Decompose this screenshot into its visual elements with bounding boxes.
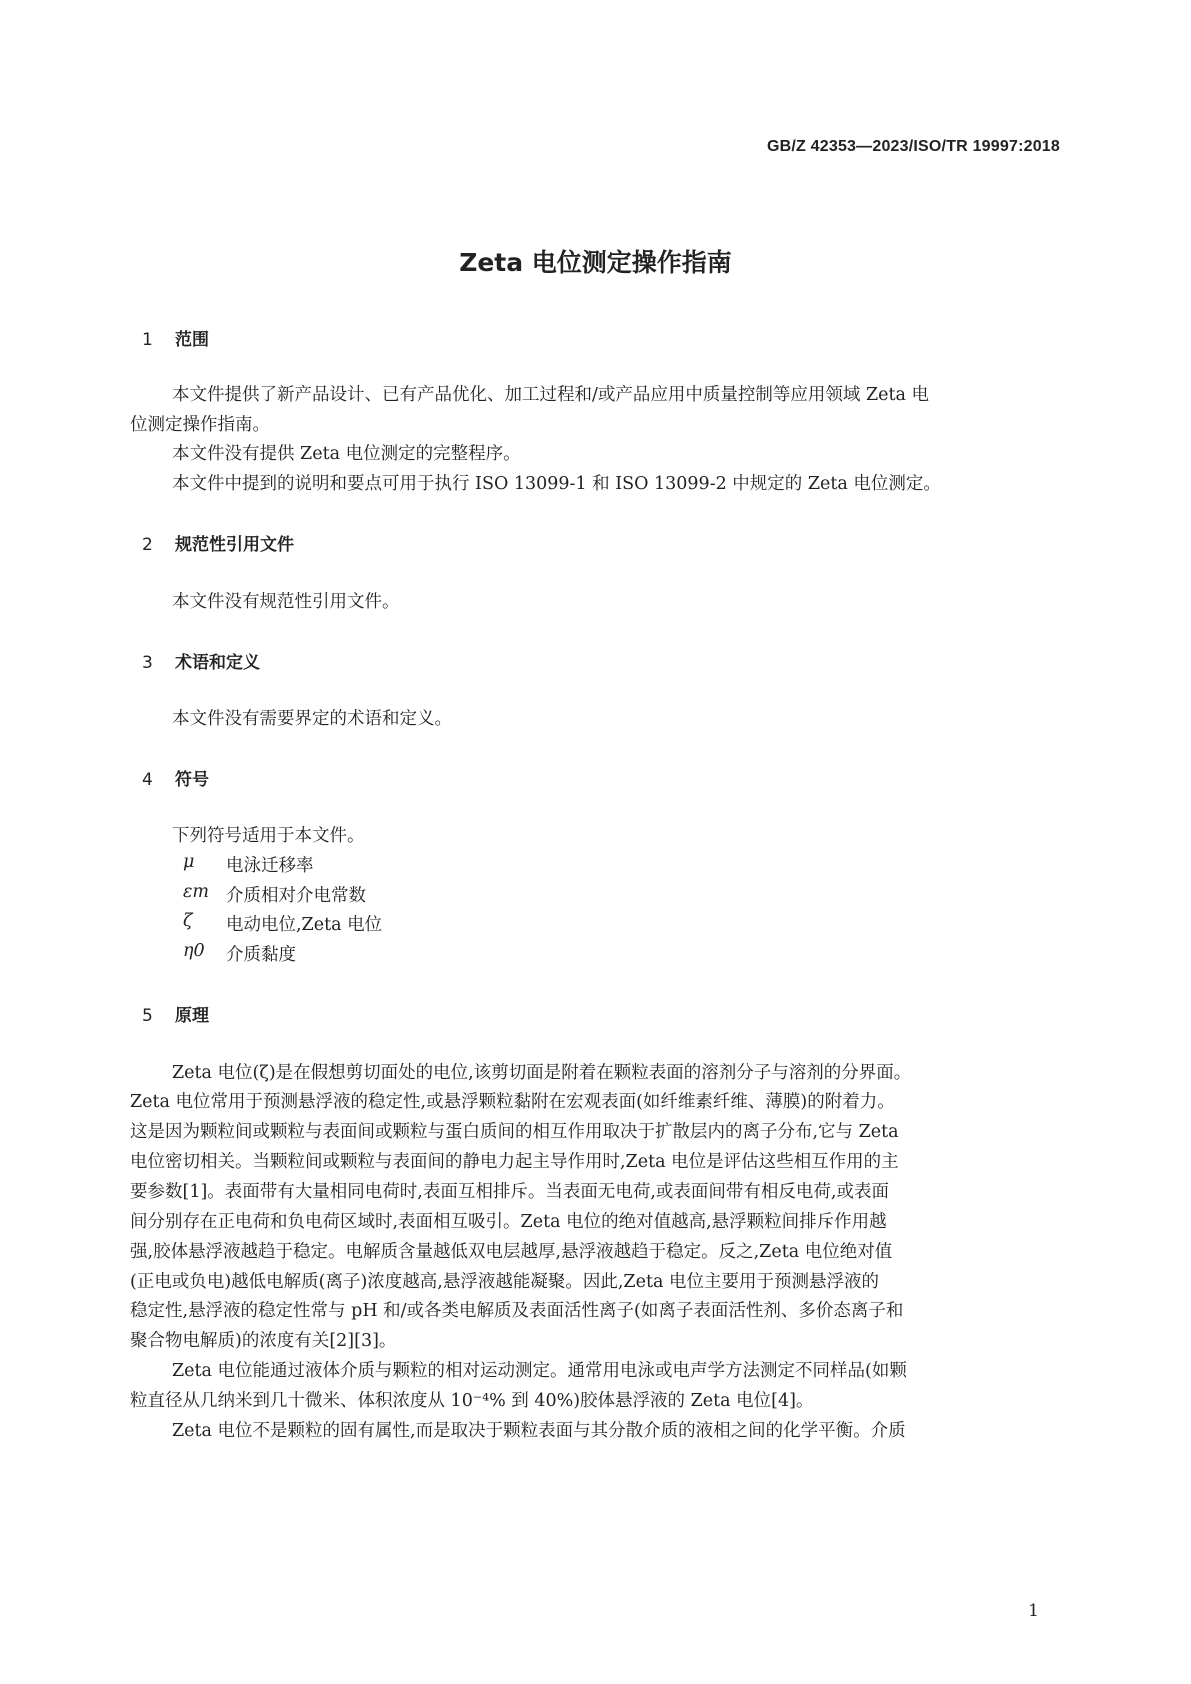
section-heading-normative xyxy=(142,530,294,555)
paragraph-line: 粒直径从几纳米到几十微米、体积浓度从 10⁻⁴% 到 40%)胶体悬浮液的 Zeta 电位[4]。 xyxy=(130,1391,814,1411)
paragraph-line: Zeta 电位常用于预测悬浮液的稳定性,或悬浮颗粒黏附在宏观表面(如纤维素纤维、薄膜)的附着力。 xyxy=(130,1092,895,1112)
paragraph: 本文件中提到的说明和要点可用于执行 ISO 13099-1 和 ISO 13099-2 中规定的 Zeta 电位测定。 xyxy=(172,474,941,494)
document-title: Zeta 电位测定操作指南 xyxy=(459,248,732,277)
paragraph-line: 间分别存在正电荷和负电荷区域时,表面相互吸引。Zeta 电位的绝对值越高,悬浮颗粒间排斥作用越 xyxy=(130,1212,887,1232)
paragraph-line: 稳定性,悬浮液的稳定性常与 pH 和/或各类电解质及表面活性离子(如离子表面活性剂、多价态离子和 xyxy=(130,1301,904,1321)
paragraph-line: Zeta 电位能通过液体介质与颗粒的相对运动测定。通常用电泳或电声学方法测定不同样品(如颗 xyxy=(172,1361,907,1381)
section-title: 原理 xyxy=(175,1006,209,1026)
section-title: 规范性引用文件 xyxy=(175,535,294,555)
section-heading-symbols xyxy=(142,765,209,790)
paragraph-line: 位测定操作指南。 xyxy=(130,415,270,435)
symbol-description: 介质相对介电常数 xyxy=(226,886,366,906)
paragraph: 本文件没有需要界定的术语和定义。 xyxy=(172,709,452,729)
paragraph: 本文件没有规范性引用文件。 xyxy=(172,592,400,612)
symbol-eta: η0 xyxy=(183,941,205,961)
section-number: 4 xyxy=(142,770,153,790)
section-heading-scope xyxy=(142,325,209,350)
paragraph-line: Zeta 电位不是颗粒的固有属性,而是取决于颗粒表面与其分散介质的液相之间的化学平衡。介质 xyxy=(172,1421,906,1441)
section-heading-principle xyxy=(142,1001,209,1026)
paragraph-line: (正电或负电)越低电解质(离子)浓度越高,悬浮液越能凝聚。因此,Zeta 电位主要用于预测悬浮液的 xyxy=(130,1272,879,1292)
paragraph-line: 电位密切相关。当颗粒间或颗粒与表面间的静电力起主导作用时,Zeta 电位是评估这些相互作用的主 xyxy=(130,1152,899,1172)
section-number: 5 xyxy=(142,1006,153,1026)
symbol-description: 电动电位,Zeta 电位 xyxy=(226,915,383,935)
paragraph-line: 这是因为颗粒间或颗粒与表面间或颗粒与蛋白质间的相互作用取决于扩散层内的离子分布,它与 Zeta xyxy=(130,1122,899,1142)
symbol-mu: μ xyxy=(183,852,195,872)
paragraph-line: 要参数[1]。表面带有大量相同电荷时,表面互相排斥。当表面无电荷,或表面间带有相反电荷,或表面 xyxy=(130,1182,889,1202)
symbol-zeta: ζ xyxy=(183,911,193,931)
symbol-description: 电泳迁移率 xyxy=(226,856,314,876)
section-heading-terms xyxy=(142,648,260,673)
section-number: 2 xyxy=(142,535,153,555)
page-number: 1 xyxy=(1028,1601,1039,1621)
section-title: 符号 xyxy=(175,770,209,790)
document-number: GB/Z 42353—2023/ISO/TR 19997:2018 xyxy=(767,138,1060,155)
paragraph-line: 本文件提供了新产品设计、已有产品优化、加工过程和/或产品应用中质量控制等应用领域 Zeta 电 xyxy=(172,385,930,405)
section-number: 3 xyxy=(142,653,153,673)
paragraph-line: 强,胶体悬浮液越趋于稳定。电解质含量越低双电层越厚,悬浮液越趋于稳定。反之,Zeta 电位绝对值 xyxy=(130,1242,893,1262)
section-number: 1 xyxy=(142,330,153,350)
paragraph: 下列符号适用于本文件。 xyxy=(172,826,365,846)
symbol-description: 介质黏度 xyxy=(226,945,296,965)
section-title: 范围 xyxy=(175,330,209,350)
paragraph-line: Zeta 电位(ζ)是在假想剪切面处的电位,该剪切面是附着在颗粒表面的溶剂分子与溶剂的分界面。 xyxy=(172,1063,912,1083)
symbol-epsilon: εm xyxy=(183,882,209,902)
paragraph: 本文件没有提供 Zeta 电位测定的完整程序。 xyxy=(172,444,521,464)
section-title: 术语和定义 xyxy=(175,653,260,673)
paragraph-line: 聚合物电解质)的浓度有关[2][3]。 xyxy=(130,1331,397,1351)
